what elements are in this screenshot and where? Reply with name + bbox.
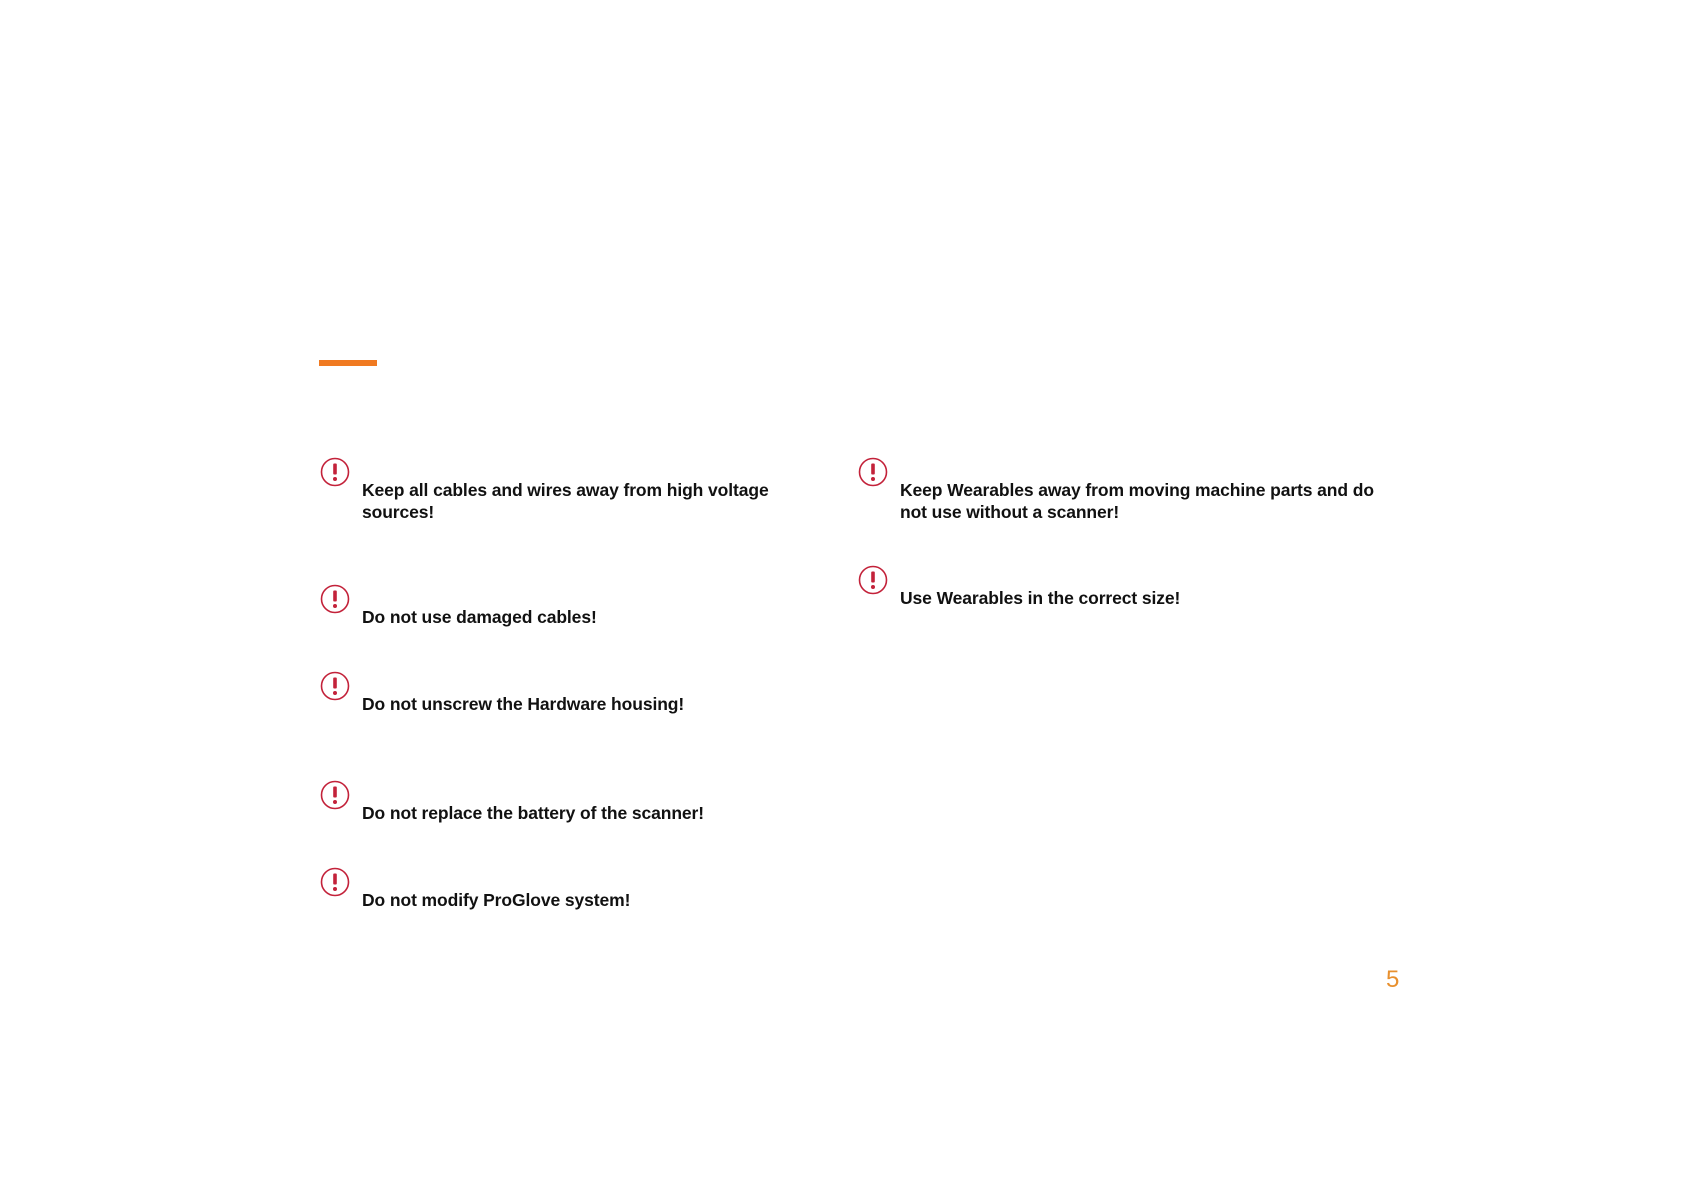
exclamation-circle-icon — [320, 671, 350, 701]
warning-text: Do not use damaged cables! — [362, 607, 597, 627]
accent-bar — [319, 360, 377, 366]
warning-text: Do not replace the battery of the scanner! — [362, 803, 704, 823]
exclamation-circle-icon — [320, 780, 350, 810]
exclamation-circle-icon — [320, 457, 350, 487]
exclamation-circle-icon — [320, 584, 350, 614]
exclamation-circle-icon — [858, 457, 888, 487]
warning-text: Keep Wearables away from moving machine parts and do not use without a scanner! — [900, 480, 1374, 522]
page-number: 5 — [1386, 966, 1400, 993]
warning-text: Do not unscrew the Hardware housing! — [362, 694, 685, 714]
exclamation-circle-icon — [858, 565, 888, 595]
warning-text: Use Wearables in the correct size! — [900, 588, 1181, 608]
warning-text: Keep all cables and wires away from high voltage sources! — [362, 480, 769, 522]
warning-text: Do not modify ProGlove system! — [362, 890, 631, 910]
exclamation-circle-icon — [320, 867, 350, 897]
